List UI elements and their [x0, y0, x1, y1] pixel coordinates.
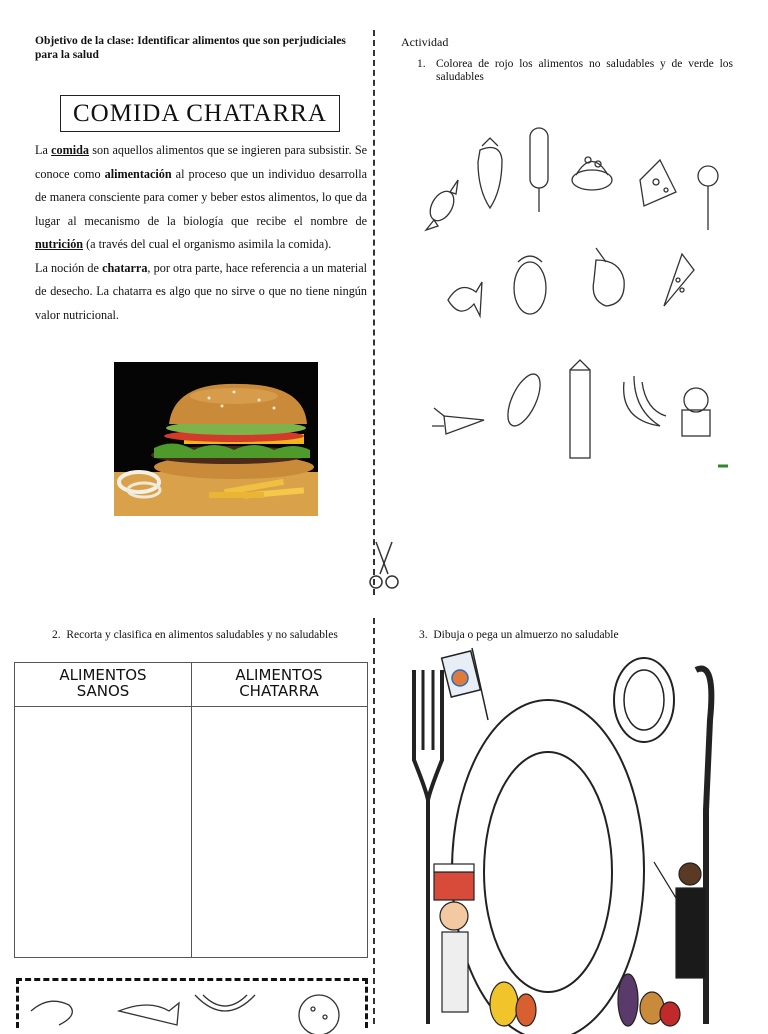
text-fragment: (a través del cual el organismo asimila la comida).: [83, 237, 332, 251]
item-text: Colorea de rojo los alimentos no saludables y de verde los saludables: [436, 58, 733, 83]
table-divider: [191, 663, 192, 957]
bananas-icon: [624, 376, 666, 426]
text-fragment: La noción de: [35, 260, 103, 275]
keyword-alimentacion: alimentación: [104, 166, 172, 181]
header-line: ALIMENTOS: [59, 666, 147, 684]
chicken-icon: [593, 248, 624, 306]
text-fragment: son aquellos alimentos que se ingieren para subsistir. Se conoce como: [35, 143, 368, 181]
lollipop-icon: [698, 166, 718, 230]
class-objective: Objetivo de la clase: Identificar alimentos que son perjudiciales para la salud: [35, 35, 346, 61]
pizza-icon: [299, 995, 339, 1034]
item-number: 2.: [52, 629, 61, 641]
plate-outer: [452, 700, 644, 1034]
candy-icon: [425, 180, 458, 230]
column-header-junk: [191, 663, 367, 705]
cartoon-foods-icon: [490, 974, 680, 1026]
spaghetti-icon: [572, 157, 612, 190]
activity-item-2: [52, 629, 338, 641]
classification-table: [14, 662, 368, 958]
text-fragment: al proceso que un individuo desarrolla de manera consciente para comer y beber estos alimentos, lo que da lugar al mecanismo de la biología que recibe el nombre de: [35, 166, 367, 228]
cut-line-vertical: [373, 30, 375, 595]
text-fragment: , por otra parte, hace referencia a un material de desecho. La chatarra es algo que no sirve o que no tiene ningún valor nutricional.: [35, 260, 367, 322]
column-header-healthy: [15, 663, 191, 705]
fish-icon: [119, 1003, 179, 1025]
cartoon-person-icon: [654, 862, 706, 978]
watermelon-icon: [195, 995, 255, 1011]
tomato-icon: [514, 256, 546, 314]
definition-text: [35, 139, 367, 327]
cutout-strip: [16, 978, 368, 1028]
chicken-icon: [31, 1001, 72, 1025]
strawberry-icon: [478, 138, 502, 208]
cartoon-figure-icon: [434, 864, 474, 1012]
flag-icon: [442, 648, 488, 720]
keyword-chatarra: chatarra: [102, 260, 148, 275]
header-line: CHATARRA: [239, 682, 319, 700]
item-number: 1.: [417, 58, 426, 70]
page-title: COMIDA CHATARRA: [60, 95, 340, 132]
scissors-icon: [366, 540, 402, 592]
plate-drawing: [406, 640, 746, 1024]
item-text: Dibuja o pega un almuerzo no saludable: [433, 629, 619, 641]
hamburger-photo: [114, 362, 318, 516]
fork-icon: [414, 670, 442, 1024]
popsicle-icon: [530, 128, 548, 212]
ice-cream-cup-icon: [682, 388, 710, 436]
item-text: Recorta y clasifica en alimentos saludables y no saludables: [66, 629, 338, 641]
keyword-comida: comida: [51, 143, 90, 157]
cut-line-vertical: [373, 618, 375, 1024]
text-fragment: La: [35, 143, 52, 157]
header-line: ALIMENTOS: [235, 666, 323, 684]
keyword-nutricion: nutrición: [35, 237, 84, 251]
item-number: 3.: [419, 629, 428, 641]
activity-item-1: [417, 58, 733, 84]
fish-icon: [448, 282, 482, 316]
cheese-icon: [640, 160, 676, 206]
plate-inner: [484, 752, 612, 992]
corn-icon: [501, 370, 546, 431]
food-coloring-sheet: [420, 120, 740, 470]
pizza-icon: [664, 254, 694, 306]
header-line: SANOS: [76, 682, 130, 700]
milk-icon: [570, 360, 590, 458]
activity-label: Actividad: [401, 35, 449, 49]
carrot-icon: [432, 408, 484, 434]
